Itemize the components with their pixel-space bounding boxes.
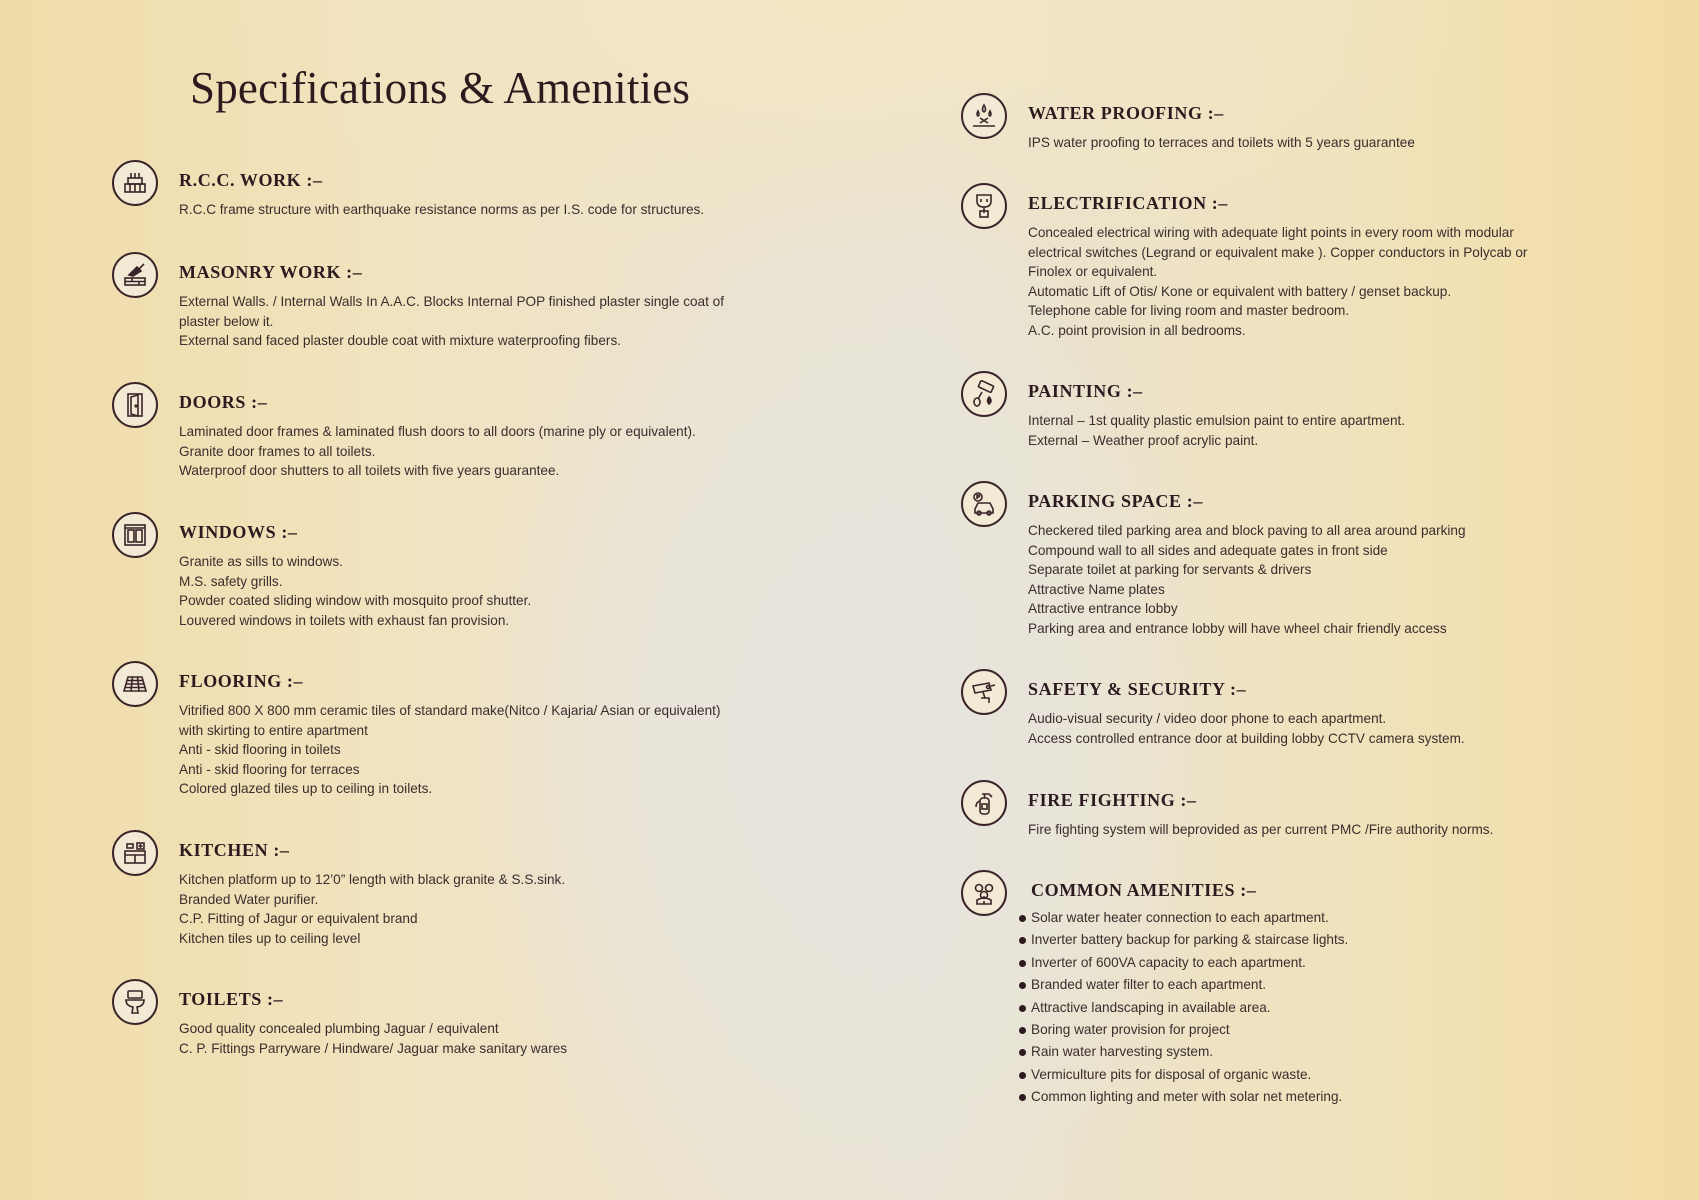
spec-line: Finolex or equivalent. — [1028, 264, 1158, 280]
spec-line: plaster below it. — [179, 313, 274, 329]
spec-line: External – Weather proof acrylic paint. — [1028, 432, 1259, 448]
amenity-item: Common lighting and meter with solar net metering. — [1019, 1086, 1348, 1108]
section-text — [179, 870, 565, 948]
spec-line: M.S. safety grills. — [179, 573, 283, 589]
spec-line: A.C. point provision in all bedrooms. — [1028, 322, 1246, 338]
section-text — [179, 701, 720, 799]
page-title: Specifications & Amenities — [190, 63, 691, 113]
window-icon — [112, 512, 158, 558]
door-icon — [112, 382, 158, 428]
section-heading: PARKING SPACE :– — [1028, 491, 1203, 511]
spec-line: Attractive entrance lobby — [1028, 601, 1178, 617]
spec-line: Granite door frames to all toilets. — [179, 443, 376, 459]
spec-line: Automatic Lift of Otis/ Kone or equivalent with battery / genset backup. — [1028, 283, 1452, 299]
spec-line: Vitrified 800 X 800 mm ceramic tiles of standard make(Nitco / Kajaria/ Asian or equivalent) — [179, 703, 721, 718]
spec-line: Kitchen platform up to 12’0” length with black granite & S.S.sink. — [179, 872, 566, 887]
section-heading: SAFETY & SECURITY :– — [1028, 679, 1247, 699]
section-bullet-list — [1019, 907, 1348, 1109]
section-text — [1028, 521, 1466, 639]
spec-line: External Walls. / Internal Walls In A.A.C. Blocks Internal POP finished plaster single coat of — [179, 294, 724, 309]
water-drops-icon — [961, 93, 1007, 139]
section-heading: ELECTRIFICATION :– — [1028, 193, 1228, 213]
section-heading: WINDOWS :– — [179, 522, 298, 542]
spec-line: Access controlled entrance door at building lobby CCTV camera system. — [1028, 730, 1465, 746]
section-text — [1028, 709, 1465, 748]
spec-line: Fire fighting system will beprovided as per current PMC /Fire authority norms. — [1028, 822, 1494, 837]
floor-tiles-icon — [112, 661, 158, 707]
section-heading: WATER PROOFING :– — [1028, 103, 1224, 123]
section-text — [179, 422, 696, 481]
spec-line: Anti - skid flooring for terraces — [179, 761, 360, 777]
section-heading: KITCHEN :– — [179, 840, 290, 860]
amenity-item: Inverter battery backup for parking & staircase lights. — [1019, 929, 1348, 951]
section-text — [179, 200, 704, 220]
section-text — [179, 1019, 567, 1058]
spec-line: Powder coated sliding window with mosquito proof shutter. — [179, 593, 532, 609]
spec-line: Compound wall to all sides and adequate gates in front side — [1028, 542, 1388, 558]
spec-line: Parking area and entrance lobby will have wheel chair friendly access — [1028, 620, 1447, 636]
amenity-item: Attractive landscaping in available area. — [1019, 997, 1348, 1019]
spec-line: electrical switches (Legrand or equivalent make ). Copper conductors in Polycab or — [1028, 244, 1528, 260]
section-text — [1028, 411, 1405, 450]
spec-line: Branded Water purifier. — [179, 891, 319, 907]
spec-line: External sand faced plaster double coat with mixture waterproofing fibers. — [179, 333, 622, 349]
section-text — [1028, 223, 1527, 341]
security-camera-icon — [961, 669, 1007, 715]
section-text — [179, 552, 531, 630]
spec-line: Checkered tiled parking area and block paving to all area around parking — [1028, 523, 1466, 538]
section-heading: TOILETS :– — [179, 989, 284, 1009]
amenity-item: Vermiculture pits for disposal of organic waste. — [1019, 1064, 1348, 1086]
spec-line: Louvered windows in toilets with exhaust fan provision. — [179, 612, 510, 628]
spec-line: Attractive Name plates — [1028, 581, 1165, 597]
electric-plug-icon — [961, 183, 1007, 229]
spec-line: R.C.C frame structure with earthquake resistance norms as per I.S. code for structures. — [179, 202, 705, 217]
spec-line: Kitchen tiles up to ceiling level — [179, 930, 361, 946]
section-text — [1028, 820, 1493, 840]
spec-line: Audio-visual security / video door phone to each apartment. — [1028, 711, 1387, 726]
spec-line: Laminated door frames & laminated flush doors to all doors (marine ply or equivalent). — [179, 424, 696, 439]
building-blocks-icon — [112, 160, 158, 206]
fire-extinguisher-icon — [961, 780, 1007, 826]
toilet-icon — [112, 979, 158, 1025]
parking-car-icon — [961, 481, 1007, 527]
spec-line: Telephone cable for living room and master bedroom. — [1028, 303, 1350, 319]
spec-line: with skirting to entire apartment — [179, 722, 368, 738]
spec-line: Internal – 1st quality plastic emulsion paint to entire apartment. — [1028, 413, 1406, 428]
section-text — [1028, 133, 1415, 153]
section-heading: PAINTING :– — [1028, 381, 1143, 401]
spec-line: Colored glazed tiles up to ceiling in toilets. — [179, 781, 433, 797]
spec-line: Separate toilet at parking for servants & drivers — [1028, 562, 1312, 578]
spec-line: Anti - skid flooring in toilets — [179, 742, 341, 758]
spec-line: C. P. Fittings Parryware / Hindware/ Jaguar make sanitary wares — [179, 1040, 568, 1056]
paint-brush-icon — [961, 371, 1007, 417]
amenity-item: Inverter of 600VA capacity to each apartment. — [1019, 952, 1348, 974]
trowel-brick-icon — [112, 252, 158, 298]
spec-line: C.P. Fitting of Jagur or equivalent brand — [179, 911, 418, 927]
kitchen-stove-icon — [112, 830, 158, 876]
amenity-item: Boring water provision for project — [1019, 1019, 1348, 1041]
section-heading: FIRE FIGHTING :– — [1028, 790, 1197, 810]
spec-line: Granite as sills to windows. — [179, 554, 343, 569]
spec-line: IPS water proofing to terraces and toilets with 5 years guarantee — [1028, 135, 1415, 150]
spec-line: Good quality concealed plumbing Jaguar / equivalent — [179, 1021, 499, 1036]
section-heading: DOORS :– — [179, 392, 268, 412]
amenity-item: Branded water filter to each apartment. — [1019, 974, 1348, 996]
amenity-item: Solar water heater connection to each apartment. — [1019, 907, 1348, 929]
section-heading: COMMON AMENITIES :– — [1031, 880, 1257, 900]
spec-line: Waterproof door shutters to all toilets with five years guarantee. — [179, 463, 560, 479]
section-heading: FLOORING :– — [179, 671, 304, 691]
section-text — [179, 292, 724, 351]
section-heading: R.C.C. WORK :– — [179, 170, 323, 190]
amenities-icon — [961, 870, 1007, 916]
section-heading: MASONRY WORK :– — [179, 262, 363, 282]
spec-line: Concealed electrical wiring with adequate light points in every room with modular — [1028, 225, 1514, 240]
amenity-item: Rain water harvesting system. — [1019, 1041, 1348, 1063]
